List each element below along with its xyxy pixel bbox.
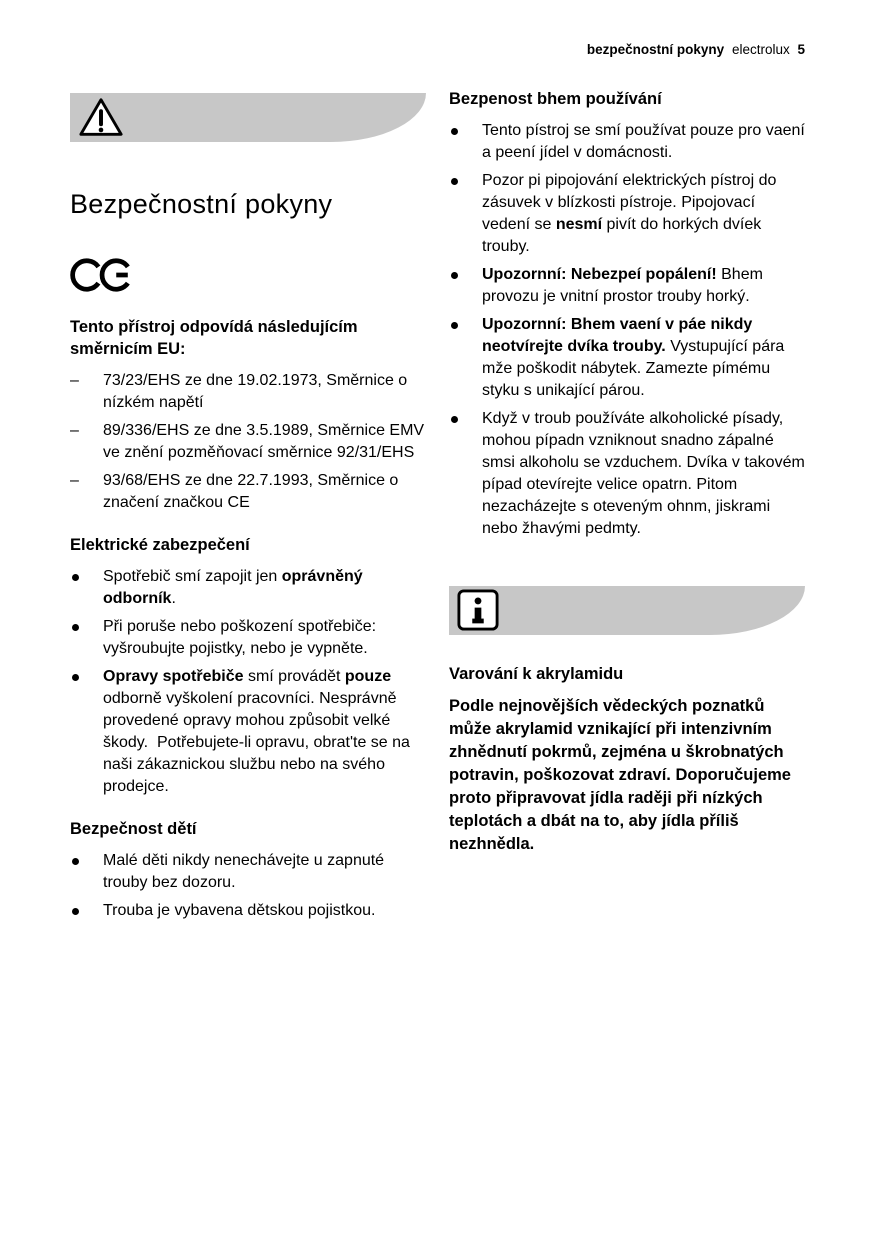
section-heading	[449, 663, 805, 685]
list-item-text-run: Bhem provozu je vnitní prostor trouby horký.	[482, 266, 768, 305]
list-item-text-run: smí provádět	[243, 668, 345, 685]
section-heading	[449, 88, 805, 110]
list-item-text	[482, 264, 805, 308]
list-item-text-run: pouze	[344, 668, 392, 685]
list-item-text	[103, 370, 426, 414]
warning-paragraph	[449, 695, 805, 856]
left-column	[70, 93, 429, 928]
list-item	[70, 370, 426, 414]
bullet-marker	[449, 120, 482, 164]
list-item-text-run: Upozornní: Bhem vaení v páe nikdy neotvírejte dvíka trouby.	[482, 316, 757, 355]
list-item	[70, 470, 426, 514]
right-column-banner	[449, 586, 805, 635]
list-item	[449, 408, 810, 540]
list-item-text-run: Pozor pi pipojování elektrických pístroj do zásuvek v blízkosti pístroje. Pipojovací vedení se	[482, 172, 781, 233]
dash-marker	[70, 420, 103, 464]
list-item-text	[482, 408, 810, 540]
heading-text-run: Tento přístroj odpovídá následujícím směrnicím EU:	[70, 318, 358, 358]
list-item	[449, 264, 805, 308]
bullet-list	[70, 566, 426, 798]
header-brand: electrolux	[731, 42, 790, 57]
dash-marker	[70, 470, 103, 514]
dash-marker	[70, 370, 103, 414]
section-heading	[70, 534, 426, 556]
list-item-text	[103, 470, 426, 514]
header-section-title: bezpečnostní pokyny	[586, 42, 725, 57]
bullet-marker	[70, 616, 103, 660]
list-item-text-run: Vystupující pára mže poškodit nábytek. Zamezte pímému styku s unikající párou.	[482, 338, 789, 399]
list-item-text-run: Při poruše nebo poškození spotřebiče: vyšroubujte pojistky, nebo je vypněte.	[103, 618, 385, 657]
list-item-text-run: oprávněný odborník	[103, 568, 368, 607]
list-item	[70, 850, 426, 894]
list-item	[449, 170, 805, 258]
list-item-text-run: pivít do horkých dvíek trouby.	[482, 216, 766, 255]
list-item-text	[103, 850, 426, 894]
list-item-text	[103, 666, 426, 798]
bullet-list	[70, 850, 426, 922]
bullet-marker	[449, 408, 482, 540]
list-item-text-run: Spotřebič smí zapojit jen	[103, 568, 282, 585]
heading-text-run: Bezpečnost dětí	[70, 820, 197, 838]
list-item-text-run: Když v troub používáte alkoholické písady, mohou pípadn vzniknout snadno zápalné smsi alkoholu se vzduchem. Dvíka v takovém pípad otevírejte velice opatrn. Pitom nezacházejte s oteveným ohnm, jiskrami nebo žhavými pedmty.	[482, 410, 810, 537]
list-item	[449, 314, 805, 402]
list-item-text	[103, 420, 429, 464]
list-item-text-run: Tento pístroj se smí používat pouze pro vaení a peení jídel v domácnosti.	[482, 122, 810, 161]
list-item-text	[103, 900, 426, 922]
heading-text-run: Elektrické zabezpečení	[70, 536, 250, 554]
heading-text-run: Bezpenost bhem používání	[449, 90, 662, 108]
heading-text-run: Varování k akrylamidu	[449, 665, 624, 683]
ce-mark-icon	[70, 256, 426, 296]
list-item-text	[482, 170, 805, 258]
list-item-text-run: 89/336/EHS ze dne 3.5.1989, Směrnice EMV ve znění pozměňovací směrnice 92/31/EHS	[103, 422, 429, 461]
bullet-marker	[449, 264, 482, 308]
bullet-list	[449, 120, 810, 540]
list-item-text	[103, 566, 426, 610]
list-item	[70, 666, 426, 798]
page-title: Bezpečnostní pokyny	[70, 189, 333, 219]
list-item-text-run: .	[171, 590, 176, 607]
list-item-text-run: 73/23/EHS ze dne 19.02.1973, Směrnice o nízkém napětí	[103, 372, 412, 411]
section-heading	[70, 818, 426, 840]
header-page-number: 5	[797, 42, 805, 57]
list-item-text	[103, 616, 426, 660]
list-item-text-run: Upozornní: Nebezpeí popálení!	[482, 266, 717, 283]
list-item-text-run: Opravy spotřebiče	[103, 668, 244, 685]
list-item	[70, 900, 426, 922]
left-column-banner	[70, 93, 426, 142]
dash-list	[70, 370, 429, 514]
list-item-text-run: Malé děti nikdy nenechávejte u zapnuté trouby bez dozoru.	[103, 852, 389, 891]
section-heading	[70, 316, 426, 360]
list-item-text-run: odborně vyškolení pracovníci. Nesprávně provedené opravy mohou způsobit velké škody. Potřebujete-li opravu, obrat'te se na naši zákaznickou službu nebo na svého prodejce.	[103, 668, 415, 795]
right-column	[449, 88, 810, 856]
list-item-text-run: Trouba je vybavena dětskou pojistkou.	[103, 902, 376, 919]
bullet-marker	[70, 900, 103, 922]
list-item-text	[482, 120, 810, 164]
bullet-marker	[70, 850, 103, 894]
paragraph-text-run: Podle nejnovějších vědeckých poznatků může akrylamid vznikající při intenzivním zhnědnutí pokrmů, zejména u škrobnatých potravin, poškozovat zdraví. Doporučujeme proto připravovat jídla raději při nízkých teplotách a dbát na to, aby jídla příliš nezhnědla.	[449, 697, 796, 853]
list-item	[70, 616, 426, 660]
list-item	[449, 120, 810, 164]
page-header	[583, 42, 805, 58]
list-item-text-run: 93/68/EHS ze dne 22.7.1993, Směrnice o značení značkou CE	[103, 472, 403, 511]
bullet-marker	[70, 666, 103, 798]
info-icon	[457, 589, 499, 638]
bullet-marker	[449, 314, 482, 402]
list-item	[70, 566, 426, 610]
list-item	[70, 420, 429, 464]
bullet-marker	[449, 170, 482, 258]
list-item-text	[482, 314, 805, 402]
warning-triangle-icon	[78, 96, 124, 145]
bullet-marker	[70, 566, 103, 610]
list-item-text-run: nesmí	[555, 216, 603, 233]
